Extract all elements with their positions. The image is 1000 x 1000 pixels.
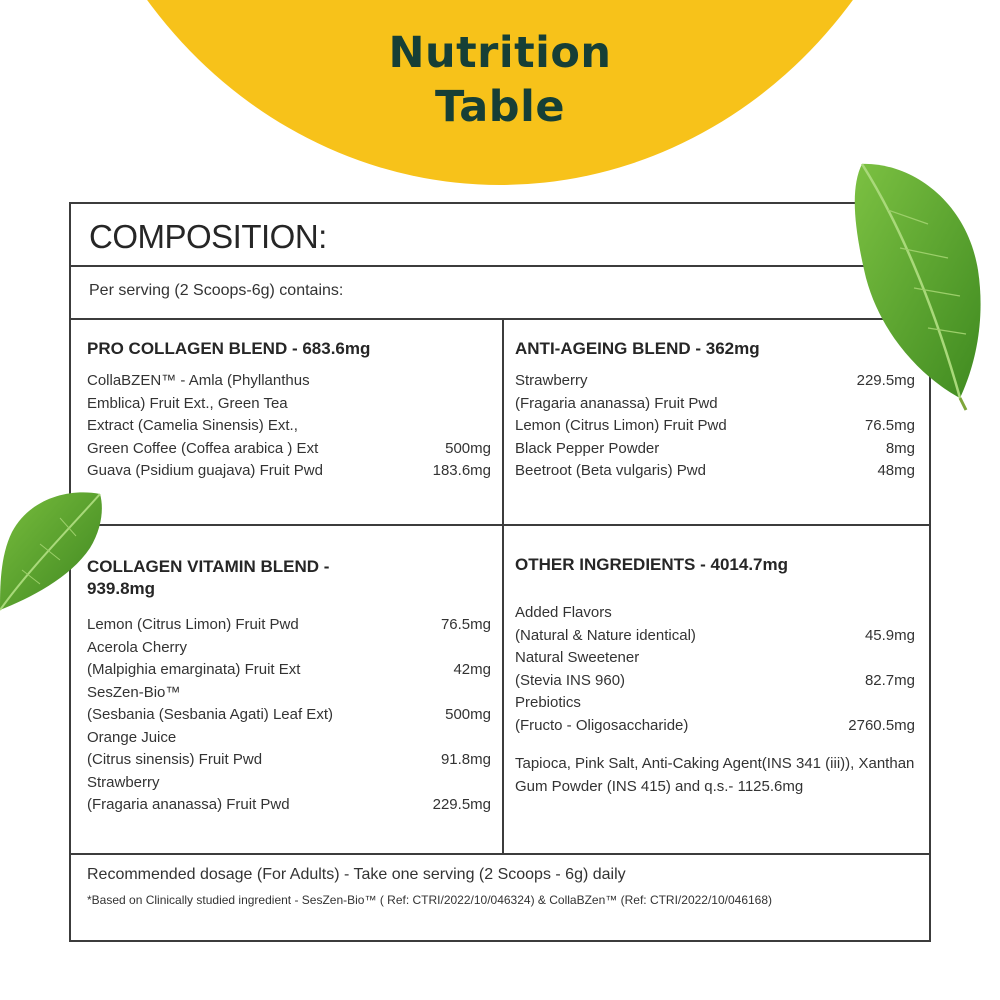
other-ingredients-heading: OTHER INGREDIENTS - 4014.7mg [515,555,789,574]
pro-collagen-list [87,370,491,483]
ingredient-name: Black Pepper Powder [515,439,660,457]
ingredient-row [87,460,491,483]
divider [71,318,929,320]
ingredient-name: Strawberry [515,372,588,389]
ingredient-row [87,749,491,772]
ingredient-name: (Fragaria ananassa) Fruit Pwd [515,394,718,412]
ingredient-row [87,370,491,393]
ingredient-amount: 229.5mg [432,796,491,813]
ingredient-name: Lemon (Citrus Limon) Fruit Pwd [87,616,299,633]
title-line-1: Nutrition [388,28,612,78]
ingredient-row [87,704,491,727]
ingredient-row [515,602,915,625]
title-line-2: Table [435,82,565,132]
ingredient-row [87,438,491,461]
ingredient-row [87,727,491,750]
collagen-vitamin-heading [87,556,491,600]
other-ingredients [515,554,915,798]
ingredient-row [87,659,491,682]
divider [71,853,929,855]
ingredient-row [515,438,915,461]
column-divider [502,320,504,853]
ingredient-row [515,460,915,483]
ingredient-amount: 229.5mg [856,372,915,389]
ingredient-amount: 42mg [453,661,491,678]
ingredient-row [87,415,491,438]
ingredient-name: Beetroot (Beta vulgaris) Pwd [515,462,706,479]
ingredient-amount: 2760.5mg [848,716,915,734]
ingredient-row [87,682,491,705]
ingredient-name: (Natural & Nature identical) [515,626,696,644]
other-ingredients-note: Tapioca, Pink Salt, Anti-Caking Agent(INS 341 (iii)), Xanthan Gum Powder (INS 415) and q.s.- 1125.6mg [515,755,915,795]
guava-leaf-icon [0,488,106,612]
ingredient-row [515,692,915,715]
pro-collagen-blend [87,338,491,483]
collagen-vitamin-list [87,614,491,817]
ingredient-name: Orange Juice [87,728,177,746]
collagen-vitamin-blend [87,556,491,817]
ingredient-name: Green Coffee (Coffea arabica ) Ext [87,439,319,457]
ingredient-amount: 48mg [877,462,915,479]
ingredient-row [515,647,915,670]
ingredient-amount: 183.6mg [432,462,491,479]
ingredient-name: (Malpighia emarginata) Fruit Ext [87,661,301,678]
ingredient-name: (Citrus sinensis) Fruit Pwd [87,751,263,768]
pro-collagen-heading: PRO COLLAGEN BLEND - 683.6mg [87,339,371,358]
ingredient-name: Strawberry [87,773,160,791]
ingredient-name: Prebiotics [515,694,581,711]
ingredient-row [87,772,491,795]
ingredient-amount: 8mg [885,439,915,457]
ingredient-name: SesZen-Bio™ [87,683,181,701]
reference-footnote: *Based on Clinically studied ingredient - SesZen-Bio™ ( Ref: CTRI/2022/10/046324) & CollaBZen™ (Ref: CTRI/2022/10/046168) [87,893,773,907]
ingredient-amount: 82.7mg [864,671,915,689]
ingredient-amount: 500mg [445,706,491,723]
ingredient-name: CollaBZEN™ - Amla (Phyllanthus [87,372,310,389]
ingredient-row [515,625,915,648]
ingredient-name: (Fragaria ananassa) Fruit Pwd [87,796,290,813]
other-ingredients-list [515,602,915,737]
anti-ageing-heading: ANTI-AGEING BLEND - 362mg [515,339,760,358]
ingredient-row [87,637,491,660]
guava-leaf-icon [848,158,988,420]
recommended-dosage: Recommended dosage (For Adults) - Take one serving (2 Scoops - 6g) daily [87,866,626,883]
ingredient-amount: 500mg [445,439,491,457]
divider [71,524,929,526]
serving-info: Per serving (2 Scoops-6g) contains: [89,282,344,299]
ingredient-name: (Stevia INS 960) [515,671,626,689]
composition-panel [69,202,931,942]
ingredient-name: Natural Sweetener [515,649,640,666]
ingredient-row [87,614,491,637]
ingredient-row [515,715,915,738]
collagen-vitamin-heading-line-2: 939.8mg [87,579,156,598]
collagen-vitamin-heading-line-1: COLLAGEN VITAMIN BLEND - [87,557,330,576]
ingredient-name: Added Flavors [515,604,612,621]
ingredient-amount: 76.5mg [864,417,915,434]
ingredient-name: (Sesbania (Sesbania Agati) Leaf Ext) [87,706,333,723]
ingredient-row [515,670,915,693]
ingredient-name: Emblica) Fruit Ext., Green Tea [87,394,288,412]
page-title [0,26,1000,134]
ingredient-amount: 76.5mg [440,616,491,633]
divider [71,265,929,267]
ingredient-amount: 45.9mg [864,626,915,644]
ingredient-name: Guava (Psidium guajava) Fruit Pwd [87,462,323,479]
ingredient-name: (Fructo - Oligosaccharide) [515,716,689,734]
ingredient-row [87,393,491,416]
ingredient-name: Lemon (Citrus Limon) Fruit Pwd [515,417,727,434]
composition-heading: COMPOSITION: [89,218,327,255]
ingredient-name: Acerola Cherry [87,638,188,656]
ingredient-amount: 91.8mg [440,751,491,768]
ingredient-row [87,794,491,817]
ingredient-name: Extract (Camelia Sinensis) Ext., [87,417,298,434]
